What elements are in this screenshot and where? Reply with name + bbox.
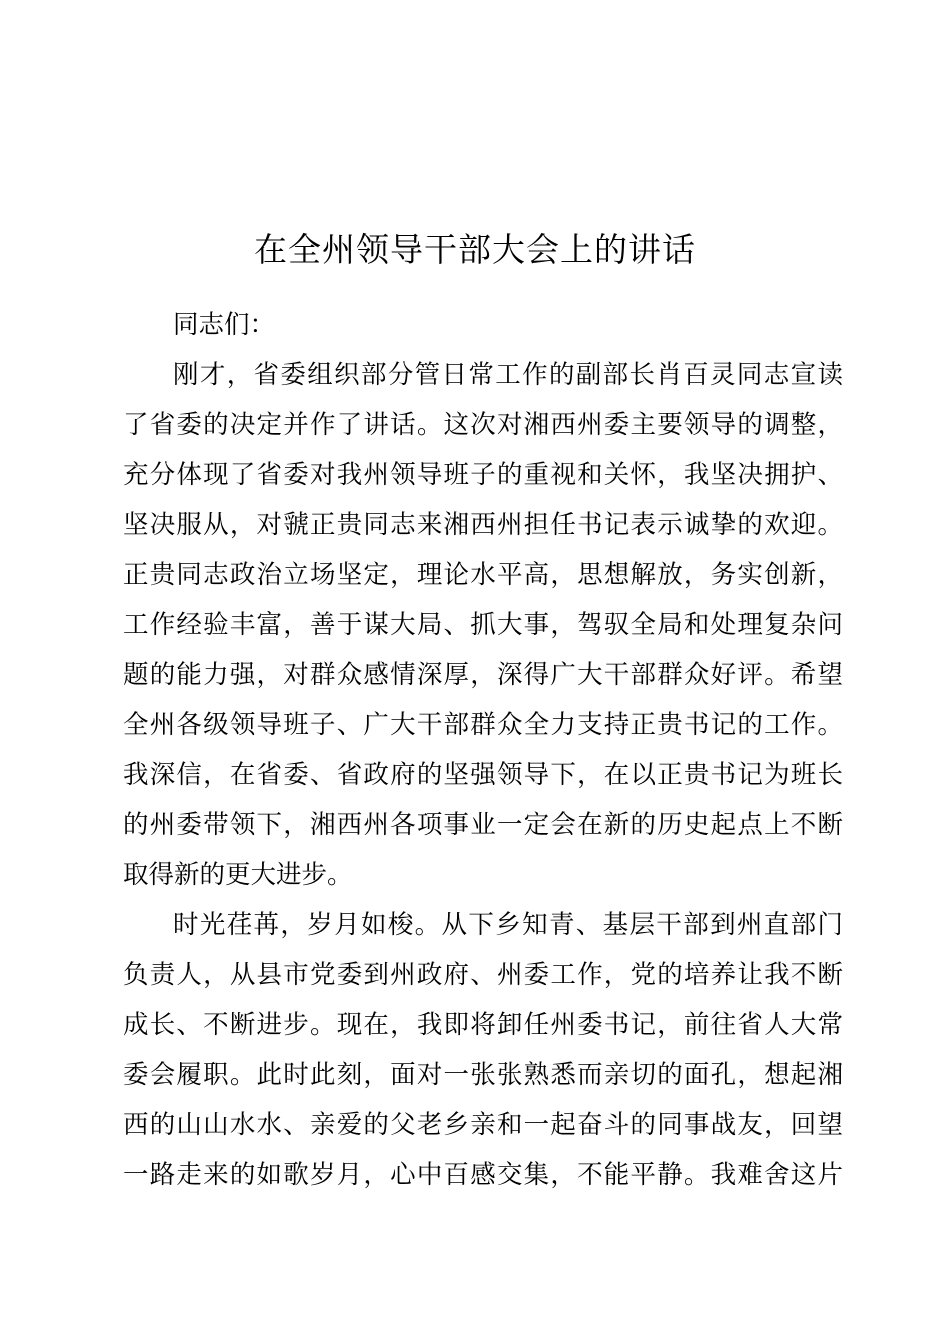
paragraph-1-line: 充分体现了省委对我州领导班子的重视和关怀，我坚决拥护、 [123, 460, 843, 490]
paragraph-2-line: 西的山山水水、亲爱的父老乡亲和一起奋斗的同事战友，回望 [123, 1110, 843, 1140]
paragraph-2-line: 成长、不断进步。现在，我即将卸任州委书记，前往省人大常 [123, 1010, 843, 1040]
paragraph-1-line: 取得新的更大进步。 [123, 860, 353, 890]
paragraph-1-line: 了省委的决定并作了讲话。这次对湘西州委主要领导的调整， [123, 410, 843, 440]
paragraph-2-line: 时光荏苒，岁月如梭。从下乡知青、基层干部到州直部门 [173, 910, 843, 940]
paragraph-1-line: 全州各级领导班子、广大干部群众全力支持正贵书记的工作。 [123, 710, 843, 740]
paragraph-2-line: 负责人，从县市党委到州政府、州委工作，党的培养让我不断 [123, 960, 843, 990]
paragraph-2-line: 委会履职。此时此刻，面对一张张熟悉而亲切的面孔，想起湘 [123, 1060, 843, 1090]
paragraph-1-line: 题的能力强，对群众感情深厚，深得广大干部群众好评。希望 [123, 660, 843, 690]
salutation: 同志们： [173, 310, 276, 340]
paragraph-1-line: 工作经验丰富，善于谋大局、抓大事，驾驭全局和处理复杂问 [123, 610, 843, 640]
document-title: 在全州领导干部大会上的讲话 [254, 230, 696, 269]
paragraph-2-line: 一路走来的如歌岁月，心中百感交集，不能平静。我难舍这片 [123, 1160, 843, 1190]
paragraph-1-line: 刚才，省委组织部分管日常工作的副部长肖百灵同志宣读 [173, 360, 843, 390]
paragraph-1-line: 我深信，在省委、省政府的坚强领导下，在以正贵书记为班长 [123, 760, 843, 790]
paragraph-1-line: 坚决服从，对虢正贵同志来湘西州担任书记表示诚挚的欢迎。 [123, 510, 843, 540]
paragraph-1-line: 的州委带领下，湘西州各项事业一定会在新的历史起点上不断 [123, 810, 843, 840]
paragraph-1-line: 正贵同志政治立场坚定，理论水平高，思想解放，务实创新， [123, 560, 843, 590]
